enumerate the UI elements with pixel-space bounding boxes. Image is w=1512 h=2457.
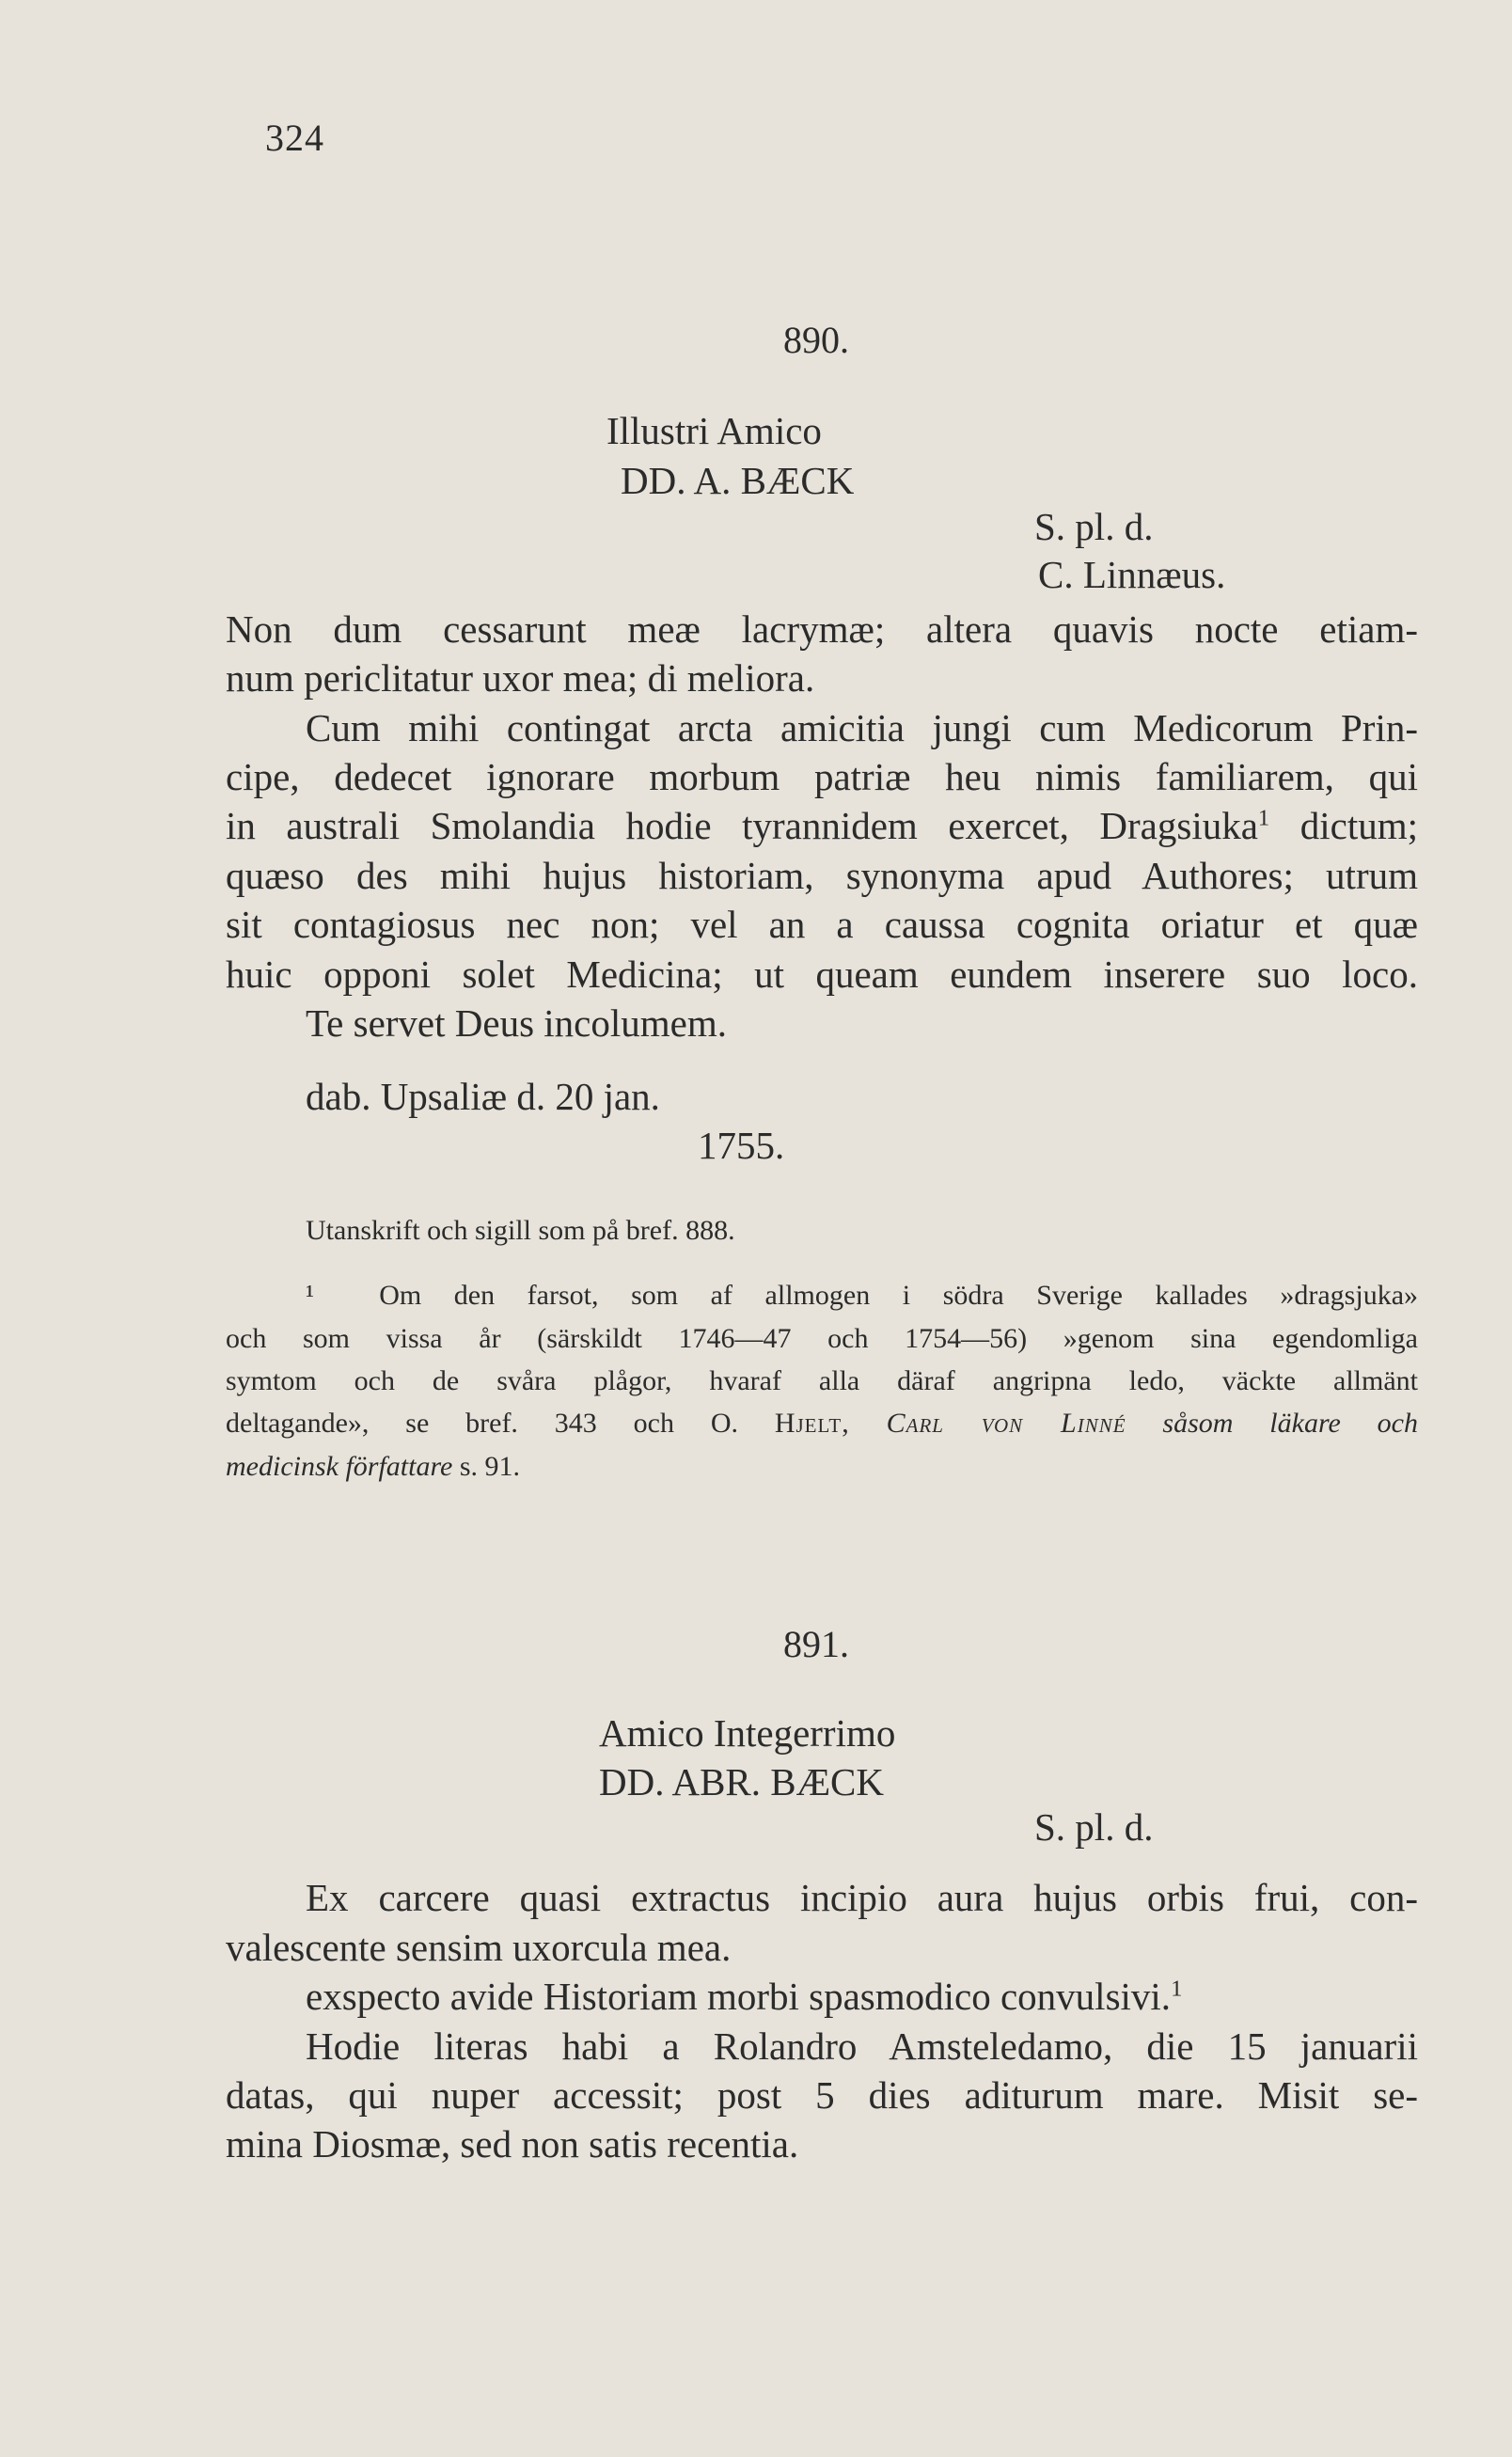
addressee-line-2: DD. A. BÆCK	[621, 459, 855, 502]
footnote-title: medicinsk författare	[226, 1451, 453, 1482]
body-line-text: in australi Smolandia hodie tyrannidem exercet, Dragsiuka	[226, 804, 1258, 847]
footnote-line	[306, 1274, 1418, 1316]
addressee-line-1: Illustri Amico	[606, 409, 822, 452]
letter-number: 891.	[783, 1623, 849, 1665]
footnote-text: Om den farsot, som af allmogen i södra Sverige kallades »dragsjuka»	[379, 1280, 1419, 1311]
body-line: cipe, dedecet ignorare morbum patriæ heu nimis familiarem, qui	[226, 755, 1418, 798]
footnote-marker: 1	[1257, 805, 1270, 831]
body-line: huic opponi solet Medicina; ut queam eundem inserere suo loco.	[226, 953, 1418, 996]
footnote-marker: ¹	[306, 1280, 314, 1311]
footnote-text: deltagande», se bref. 343 och O.	[226, 1408, 738, 1439]
footnote-marker: 1	[1171, 1976, 1183, 2002]
body-line	[306, 1972, 1182, 2021]
body-line: valescente sensim uxorcula mea.	[226, 1926, 732, 1969]
footnote-title: såsom läkare och	[1162, 1408, 1418, 1439]
page-number: 324	[265, 117, 324, 159]
body-line: Te servet Deus incolumem.	[306, 1001, 727, 1045]
body-line: Cum mihi contingat arcta amicitia jungi cum Medicorum Prin-	[306, 706, 1418, 749]
envelope-note: Utanskrift och sigill som på bref. 888.	[306, 1215, 735, 1246]
addressee-line-1: Amico Integerrimo	[599, 1711, 896, 1755]
footnote-line	[226, 1402, 1418, 1444]
body-line: Non dum cessarunt meæ lacrymæ; altera quavis nocte etiam-	[226, 607, 1418, 651]
body-line: Hodie literas habi a Rolandro Amsteledamo, die 15 januarii	[306, 2024, 1418, 2068]
body-line: mina Diosmæ, sed non satis recentia.	[226, 2122, 799, 2166]
date-line: dab. Upsaliæ d. 20 jan.	[306, 1075, 660, 1118]
footnote-title: Carl von Linné	[886, 1408, 1126, 1439]
body-line: Ex carcere quasi extractus incipio aura hujus orbis frui, con-	[306, 1876, 1418, 1919]
body-line-text: dictum;	[1299, 804, 1418, 847]
footnote-line	[226, 1445, 520, 1488]
body-line: num periclitatur uxor mea; di meliora.	[226, 656, 815, 700]
footnote-line: och som vissa år (särskildt 1746—47 och 1754—56) »genom sina egendomliga	[226, 1323, 1418, 1354]
letter-number: 890.	[783, 319, 849, 361]
signature: C. Linnæus.	[1038, 553, 1226, 596]
body-line: datas, qui nuper accessit; post 5 dies aditurum mare. Misit se-	[226, 2073, 1418, 2117]
body-line	[226, 801, 1418, 850]
body-line: sit contagiosus nec non; vel an a caussa cognita oriatur et quæ	[226, 903, 1418, 946]
year-line: 1755.	[698, 1124, 785, 1167]
body-line-text: exspecto avide Historiam morbi spasmodico convulsivi.	[306, 1975, 1172, 2018]
salutation: S. pl. d.	[1034, 1805, 1154, 1849]
footnote-line: symtom och de svåra plågor, hvaraf alla däraf angripna ledo, väckte allmänt	[226, 1365, 1418, 1396]
footnote-author: Hjelt,	[774, 1408, 850, 1439]
footnote-text: s. 91.	[459, 1451, 521, 1482]
body-line: quæso des mihi hujus historiam, synonyma apud Authores; utrum	[226, 854, 1418, 897]
addressee-line-2: DD. ABR. BÆCK	[599, 1760, 885, 1803]
salutation: S. pl. d.	[1034, 505, 1154, 548]
